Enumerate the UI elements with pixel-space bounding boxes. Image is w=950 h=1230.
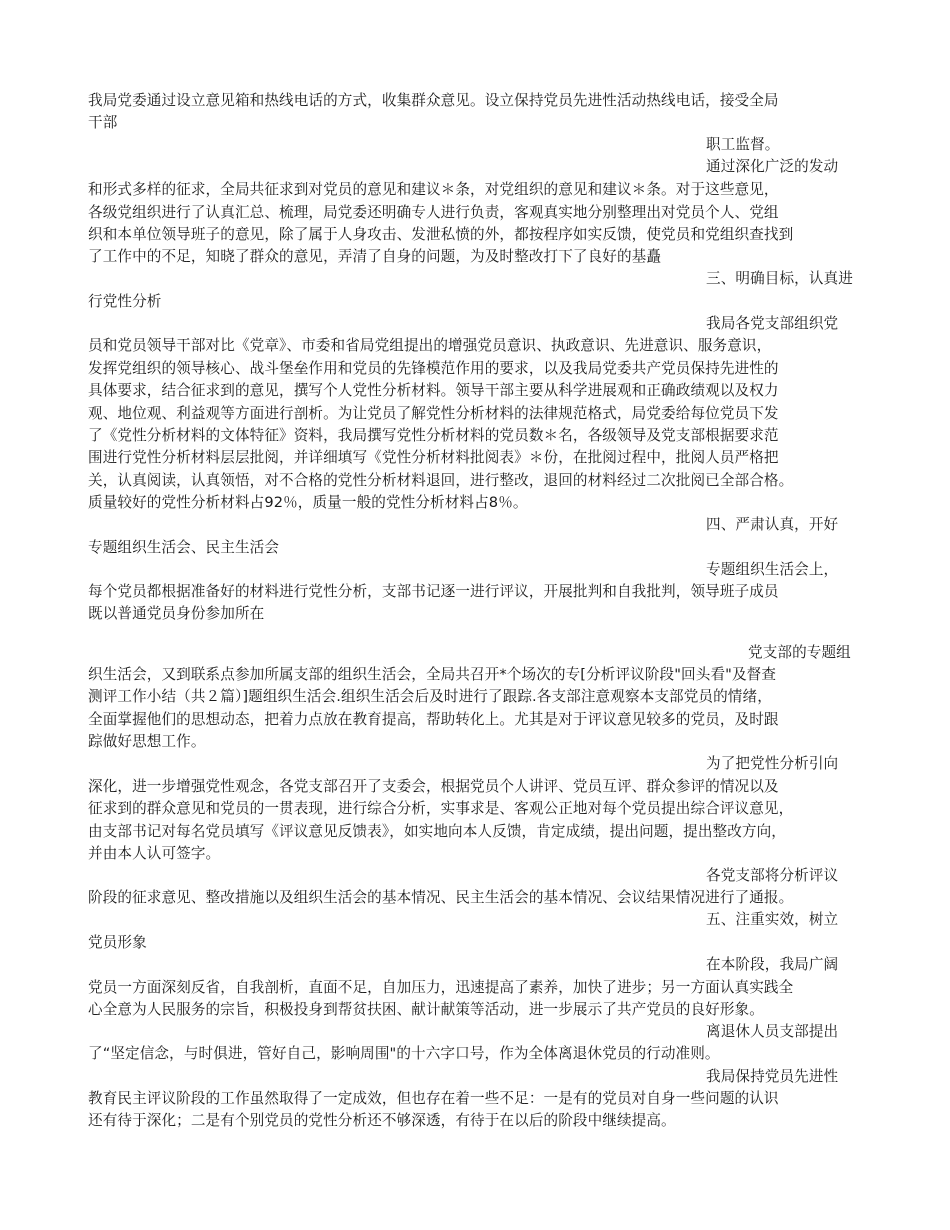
text-line: 并由本人认可签字。 [88,845,221,862]
text-line: 专题组织生活会上， [706,561,839,578]
text-line: 具体要求，结合征求到的意见，撰写个人党性分析材料。领导干部主要从科学进展观和正确政绩观以及权力 [88,382,779,399]
text-line: 阶段的征求意见、整改措施以及组织生活会的基本情况、民主生活会的基本情况、会议结果情况进行了通报。 [88,889,794,906]
section-heading-part: 行党性分析 [88,293,162,310]
section-heading-part: 专题组织生活会、民主生活会 [88,539,280,556]
text-line: 和形式多样的征求，全局共征求到对党员的意见和建议＊条，对党组织的意见和建议＊条。对于这些意见， [88,181,779,198]
text-line: 围进行党性分析材料层层批阅，并详细填写《党性分析材料批阅表》＊份，在批阅过程中，批阅人员严格把 [88,449,779,466]
text-line: 党支部的专题组 [748,644,851,661]
text-line: 教育民主评议阶段的工作虽然取得了一定成效，但也存在着一些不足：一是有的党员对自身一些问题的认识 [88,1090,779,1107]
text-line: 心全意为人民服务的宗旨，积极投身到帮贫扶困、献计献策等活动，进一步展示了共产党员的良好形象。 [88,1001,764,1018]
text-line: 既以普通党员身份参加所在 [88,605,265,622]
section-heading-part: 党员形象 [88,934,147,951]
text-line: 我局党委通过设立意见箱和热线电话的方式，收集群众意见。设立保持党员先进性活动热线电话，接受全局 [88,92,779,109]
text-line: 为了把党性分析引向 [706,755,839,772]
text-line: 质量较好的党性分析材料占92％，质量一般的党性分析材料占8％。 [88,494,528,511]
text-line: 全面掌握他们的思想动态，把着力点放在教育提高，帮助转化上。尤其是对于评议意见较多的党员，及时跟 [88,711,779,728]
text-line: 发挥党组织的领导核心、战斗堡垒作用和党员的先锋模范作用的要求，以及我局党委共产党员保持先进性的 [88,360,779,377]
text-line: 织和本单位领导班子的意见，除了属于人身攻击、发泄私愤的外，都按程序如实反馈，使党员和党组织查找到 [88,226,794,243]
text-line: 通过深化广泛的发动 [706,158,839,175]
text-line: 深化，进一步增强党性观念，各党支部召开了支委会，根据党员个人讲评、党员互评、群众参评的情况以及 [88,778,779,795]
text-line: 由支部书记对每名党员填写《评议意见反馈表》，如实地向本人反馈，肯定成绩，提出问题，提出整改方向， [88,823,787,840]
text-line: 我局各党支部组织党 [706,315,839,332]
section-heading-part: 五、注重实效，树立 [706,911,839,928]
text-line: 干部 [88,114,118,131]
text-line: 织生活会，又到联系点参加所属支部的组织生活会，全局共召开*个场次的专[分析评议阶段"回头看"及督查 [88,666,777,683]
text-line: 了工作中的不足，知晓了群众的意见，弄清了自身的问题，为及时整改打下了良好的基矗 [88,248,662,265]
text-line: 征求到的群众意见和党员的一贯表现，进行综合分析，实事求是、客观公正地对每个党员提出综合评议意见， [88,800,794,817]
text-line: 党员一方面深刻反省，自我剖析，直面不足，自加压力，迅速提高了素养，加快了进步；另一方面认真实践全 [88,979,794,996]
text-line: 了“坚定信念，与时俱进，管好自己，影响周围"的十六字口号，作为全体离退休党员的行动准则。 [88,1045,720,1062]
section-heading-part: 三、明确目标，认真进 [706,270,853,287]
text-line: 还有待于深化；二是有个别党员的党性分析还不够深透，有待于在以后的阶段中继续提高。 [88,1112,676,1129]
text-line: 每个党员都根据准备好的材料进行党性分析，支部书记逐一进行评议，开展批判和自我批判，领导班子成员 [88,583,779,600]
text-line: 员和党员领导干部对比《党章》、市委和省局党组提出的增强党员意识、执政意识、先进意识、服务意识， [88,337,772,354]
text-line: 在本阶段，我局广阔 [706,956,839,973]
section-heading-part: 四、严肃认真，开好 [706,516,839,533]
text-line: 了《党性分析材料的文体特征》资料，我局撰写党性分析材料的党员数＊名，各级领导及党支部根据要求范 [88,427,779,444]
text-line: 关，认真阅读，认真领悟，对不合格的党性分析材料退回，进行整改，退回的材料经过二次批阅已全部合格。 [88,472,794,489]
text-line: 职工监督。 [706,136,780,153]
text-line: 离退休人员支部提出 [706,1023,839,1040]
text-line: 测评工作小结（共２篇）]题组织生活会.组织生活会后及时进行了跟踪.各支部注意观察本支部党员的情绪， [88,688,772,705]
text-line: 各级党组织进行了认真汇总、梳理，局党委还明确专人进行负责，客观真实地分别整理出对党员个人、党组 [88,204,779,221]
text-line: 各党支部将分析评议 [706,867,839,884]
text-line: 观、地位观、利益观等方面进行剖析。为让党员了解党性分析材料的法律规范格式，局党委给每位党员下发 [88,405,779,422]
text-line: 我局保持党员先进性 [706,1068,839,1085]
text-line: 踪做好思想工作。 [88,733,206,750]
